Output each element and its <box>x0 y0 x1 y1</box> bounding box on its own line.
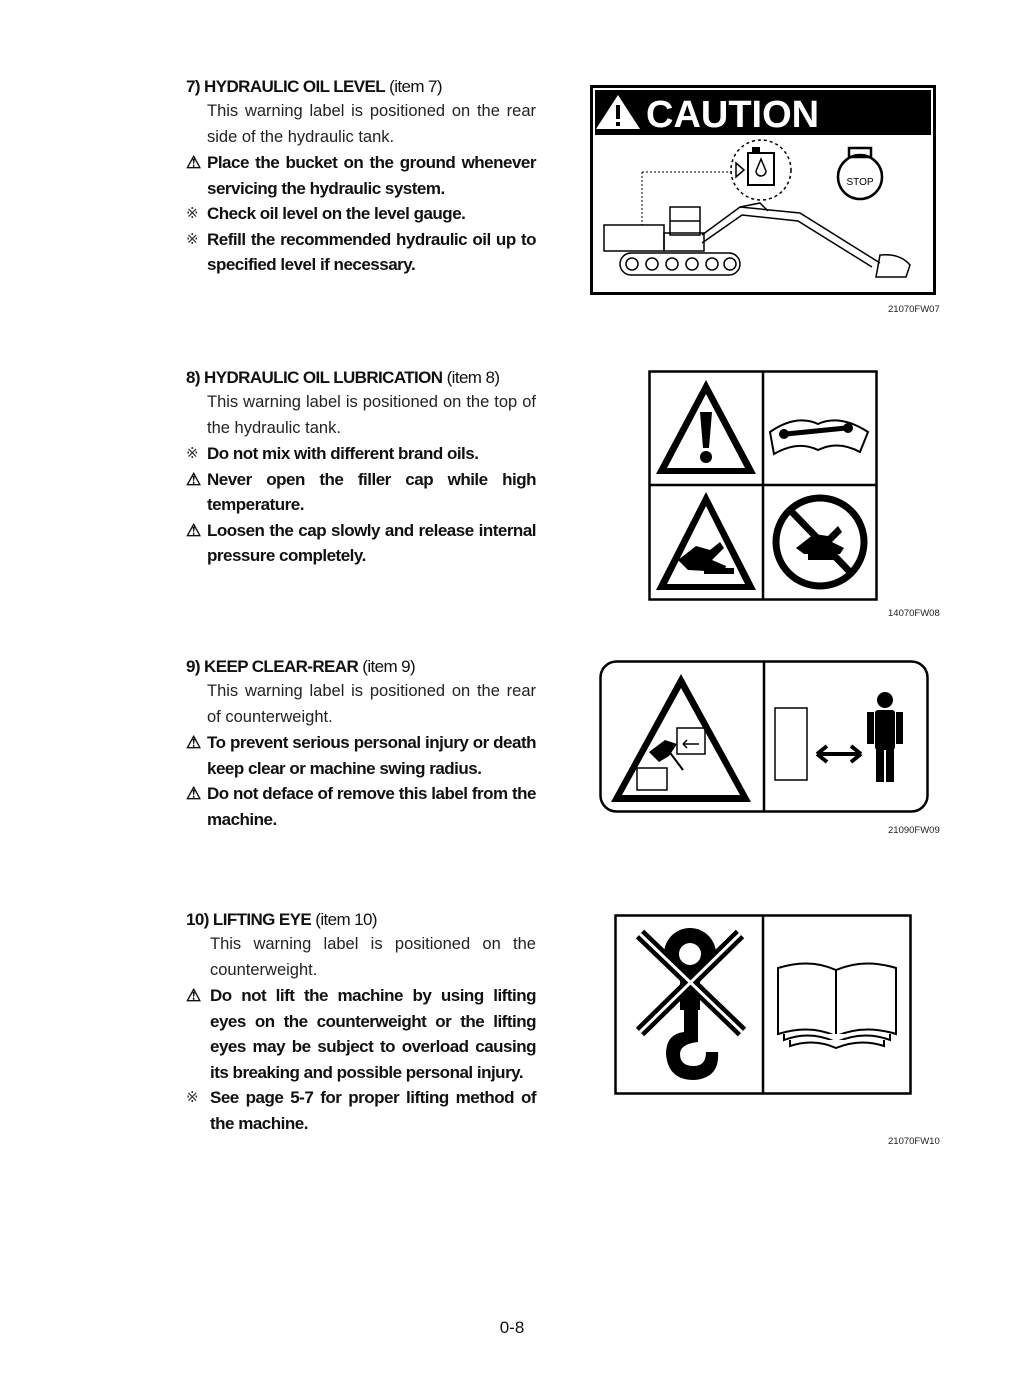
section-heading: HYDRAULIC OIL LEVEL <box>204 77 386 96</box>
keep-clear-label-figure <box>599 660 929 818</box>
section-title <box>186 365 536 390</box>
section-description: This warning label is positioned on the counterweight. <box>210 935 536 979</box>
note-text: Check oil level on the level gauge. <box>207 204 466 223</box>
label-code: 21070FW07 <box>888 304 940 315</box>
section-number: 9) <box>186 657 200 676</box>
note-text: Refill the recommended hydraulic oil up to specified level if necessary. <box>207 229 536 274</box>
section-hydraulic-oil-level <box>186 74 536 278</box>
label-code: 21090FW09 <box>888 825 940 836</box>
section-keep-clear-rear <box>186 654 536 832</box>
note-text: Do not lift the machine by using lifting eyes on the counterweight or the lifting eyes may be subject to overload causing its breaking and possible personal injury. <box>210 986 536 1082</box>
section-description: This warning label is positioned on the rear of counterweight. <box>207 682 536 726</box>
section-number: 7) <box>186 77 200 96</box>
item-ref: (item 10) <box>315 910 377 929</box>
warning-note <box>186 150 536 201</box>
label-code: 21070FW10 <box>888 1136 940 1147</box>
warning-icon: ⚠ <box>186 784 201 803</box>
note-text: To prevent serious personal injury or death keep clear or machine swing radius. <box>207 733 536 778</box>
lifting-eye-label-image <box>614 914 912 1095</box>
note-text: Do not deface of remove this label from the machine. <box>207 784 536 829</box>
reference-mark-icon: ※ <box>186 1089 199 1106</box>
warning-icon: ⚠ <box>186 153 201 172</box>
caution-label-text: CAUTION <box>646 94 820 136</box>
reference-note <box>186 227 536 278</box>
reference-mark-icon: ※ <box>186 205 199 222</box>
note-text: Place the bucket on the ground whenever servicing the hydraulic system. <box>207 153 536 198</box>
section-number: 8) <box>186 368 200 387</box>
reference-note <box>186 1085 536 1136</box>
reference-note <box>186 201 536 227</box>
section-title <box>186 907 536 932</box>
note-text: Do not mix with different brand oils. <box>207 444 479 463</box>
section-title <box>186 654 536 679</box>
warning-note <box>186 730 536 781</box>
caution-label-image <box>590 85 936 295</box>
warning-note <box>186 781 536 832</box>
section-number: 10) <box>186 910 209 929</box>
keep-clear-label-image <box>599 660 929 813</box>
item-ref: (item 7) <box>389 77 442 96</box>
warning-note <box>186 518 536 569</box>
section-hydraulic-oil-lubrication <box>186 365 536 569</box>
note-text: Never open the filler cap while high temperature. <box>207 469 536 514</box>
reference-mark-icon: ※ <box>186 230 199 248</box>
warning-icon: ⚠ <box>186 986 201 1005</box>
section-description: This warning label is positioned on the top of the hydraulic tank. <box>207 393 536 437</box>
note-text: Loosen the cap slowly and release internal pressure completely. <box>207 520 536 565</box>
lubrication-label-figure <box>648 370 878 606</box>
note-text: See page 5-7 for proper lifting method of the machine. <box>210 1088 536 1133</box>
warning-icon: ⚠ <box>186 520 201 540</box>
warning-note <box>186 983 536 1085</box>
label-code: 14070FW08 <box>888 608 940 619</box>
warning-icon: ⚠ <box>186 733 201 752</box>
lubrication-label-image <box>648 370 878 601</box>
section-description: This warning label is positioned on the rear side of the hydraulic tank. <box>207 102 536 146</box>
lifting-eye-label-figure <box>614 914 912 1100</box>
stop-label-text: STOP <box>846 177 874 188</box>
page-number: 0-8 <box>499 1318 525 1337</box>
reference-mark-icon: ※ <box>186 445 199 462</box>
warning-icon: ⚠ <box>186 469 201 489</box>
caution-label-figure <box>590 85 936 300</box>
section-lifting-eye <box>186 907 536 1136</box>
section-heading: KEEP CLEAR-REAR <box>204 657 359 676</box>
warning-note <box>186 467 536 518</box>
item-ref: (item 9) <box>362 657 416 676</box>
section-heading: LIFTING EYE <box>212 910 312 929</box>
section-title <box>186 74 536 99</box>
section-heading: HYDRAULIC OIL LUBRICATION <box>204 368 443 387</box>
reference-note <box>186 441 536 467</box>
item-ref: (item 8) <box>446 368 500 387</box>
